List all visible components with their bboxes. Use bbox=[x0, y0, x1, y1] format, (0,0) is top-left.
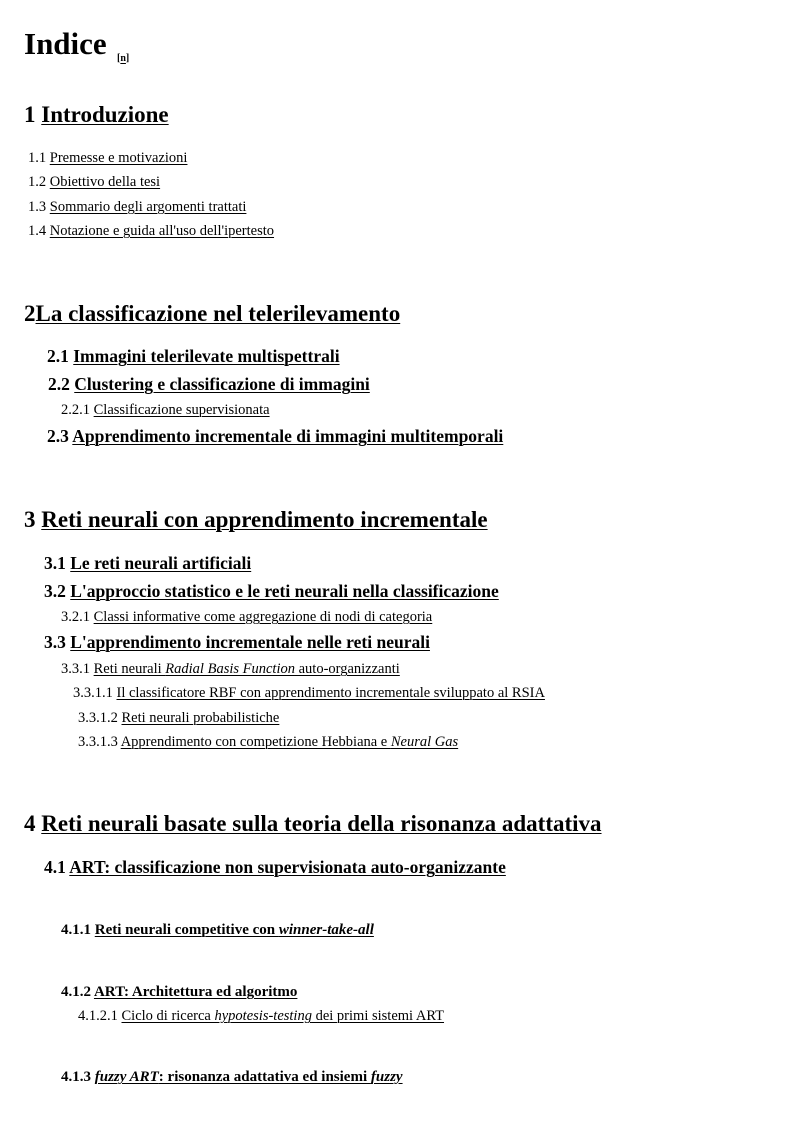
chapter-number: 2 bbox=[24, 301, 36, 326]
section-number: 3.3 bbox=[44, 632, 71, 652]
subsubsection-link[interactable]: Il classificatore RBF con apprendimento incrementale sviluppato al RSIA bbox=[116, 685, 545, 701]
section-3-2 bbox=[44, 583, 499, 601]
chapter-link[interactable]: Introduzione bbox=[41, 102, 169, 127]
subsection-number: 3.3.1 bbox=[61, 661, 94, 677]
chapter-4-heading bbox=[24, 812, 602, 835]
section-link[interactable]: Immagini telerilevate multispettrali bbox=[73, 346, 340, 366]
link-emphasis: winner-take-all bbox=[278, 922, 374, 938]
subsection-4-1-1 bbox=[61, 923, 374, 938]
section-number: 2.3 bbox=[47, 426, 73, 446]
link-text-end: dei primi sistemi ART bbox=[311, 1008, 445, 1024]
page-title: Indice bbox=[24, 26, 107, 61]
subsection-link[interactable] bbox=[94, 661, 400, 677]
link-text: Ciclo di ricerca bbox=[121, 1008, 215, 1024]
section-link[interactable]: Le reti neurali artificiali bbox=[70, 553, 252, 573]
chapter-2-heading bbox=[24, 302, 400, 325]
chapter-link[interactable]: Reti neurali basate sulla teoria della risonanza adattativa bbox=[41, 811, 602, 836]
link-emphasis: Neural Gas bbox=[390, 734, 459, 750]
item-number: 1.4 bbox=[28, 223, 50, 239]
toc-item-1-1 bbox=[28, 151, 187, 166]
chapter-number: 4 bbox=[24, 811, 42, 836]
toc-item-1-2 bbox=[28, 175, 160, 190]
subsection-3-3-1 bbox=[61, 662, 400, 677]
section-number: 3.1 bbox=[44, 553, 71, 573]
subsection-number: 3.2.1 bbox=[61, 609, 94, 625]
subsubsection-number: 3.3.1.3 bbox=[78, 734, 121, 750]
item-number: 1.2 bbox=[28, 174, 50, 190]
chapter-number: 1 bbox=[24, 102, 42, 127]
badge-open: [ bbox=[117, 53, 121, 64]
subsubsection-4-1-2-1 bbox=[78, 1009, 444, 1024]
subsection-link[interactable] bbox=[95, 1069, 403, 1085]
section-number: 4.1 bbox=[44, 857, 70, 877]
toc-item-1-3 bbox=[28, 200, 246, 215]
subsubsection-number: 4.1.2.1 bbox=[78, 1008, 122, 1024]
badge-close: ] bbox=[125, 53, 130, 64]
section-3-3 bbox=[44, 634, 430, 652]
section-2-2 bbox=[48, 376, 370, 394]
link-text-end: auto-organizzanti bbox=[294, 661, 400, 677]
subsection-link[interactable] bbox=[95, 922, 374, 938]
section-link[interactable]: L'approccio statistico e le reti neurali nella classificazione bbox=[70, 581, 499, 601]
subsubsection-3-3-1-3 bbox=[78, 735, 458, 750]
footnote-badge bbox=[117, 54, 129, 64]
subsubsection-link[interactable]: Reti neurali probabilistiche bbox=[121, 710, 280, 726]
link-emphasis: hypotesis-testing bbox=[214, 1008, 312, 1024]
chapter-link[interactable]: Reti neurali con apprendimento incrementale bbox=[41, 507, 488, 532]
chapter-link[interactable]: La classificazione nel telerilevamento bbox=[35, 301, 401, 326]
section-link[interactable]: ART: classificazione non supervisionata auto-organizzante bbox=[69, 857, 506, 877]
item-link[interactable]: Sommario degli argomenti trattati bbox=[49, 199, 247, 215]
subsubsection-3-3-1-1 bbox=[73, 686, 545, 701]
link-text: Apprendimento con competizione Hebbiana e bbox=[120, 734, 391, 750]
section-3-1 bbox=[44, 555, 251, 573]
subsubsection-link[interactable] bbox=[121, 734, 458, 750]
subsection-3-2-1 bbox=[61, 610, 432, 625]
subsection-number: 4.1.3 bbox=[61, 1069, 95, 1085]
subsection-number: 2.2.1 bbox=[61, 402, 94, 418]
section-number: 2.1 bbox=[47, 346, 74, 366]
subsection-link[interactable]: Classificazione supervisionata bbox=[93, 402, 270, 418]
subsection-2-2-1 bbox=[61, 403, 270, 418]
section-link[interactable]: Apprendimento incrementale di immagini multitemporali bbox=[72, 426, 504, 446]
section-link[interactable]: Clustering e classificazione di immagini bbox=[74, 374, 370, 394]
section-number: 3.2 bbox=[44, 581, 71, 601]
chapter-number: 3 bbox=[24, 507, 42, 532]
item-link[interactable]: Obiettivo della tesi bbox=[49, 174, 161, 190]
chapter-1-heading bbox=[24, 103, 169, 126]
link-text: Reti neurali competitive con bbox=[94, 922, 279, 938]
subsubsection-3-3-1-2 bbox=[78, 711, 279, 726]
item-link[interactable]: Notazione e guida all'uso dell'ipertesto bbox=[49, 223, 275, 239]
link-text: Reti neurali bbox=[93, 661, 166, 677]
link-emphasis: fuzzy ART bbox=[94, 1069, 159, 1085]
section-number: 2.2 bbox=[48, 374, 75, 394]
subsubsection-link[interactable] bbox=[122, 1008, 445, 1024]
subsection-4-1-3 bbox=[61, 1070, 403, 1085]
link-emphasis: Radial Basis Function bbox=[165, 661, 295, 677]
section-4-1 bbox=[44, 859, 506, 877]
item-number: 1.1 bbox=[28, 150, 50, 166]
section-link[interactable]: L'apprendimento incrementale nelle reti neurali bbox=[70, 632, 430, 652]
link-text: : risonanza adattativa ed insiemi bbox=[158, 1069, 371, 1085]
toc-item-1-4 bbox=[28, 224, 274, 239]
link-emphasis-end: fuzzy bbox=[370, 1069, 403, 1085]
item-number: 1.3 bbox=[28, 199, 50, 215]
item-link[interactable]: Premesse e motivazioni bbox=[49, 150, 188, 166]
subsection-4-1-2 bbox=[61, 985, 297, 1000]
subsection-number: 4.1.2 bbox=[61, 984, 94, 1000]
subsection-link[interactable]: Classi informative come aggregazione di nodi di categoria bbox=[93, 609, 433, 625]
subsection-number: 4.1.1 bbox=[61, 922, 95, 938]
subsection-link[interactable]: ART: Architettura ed algoritmo bbox=[93, 984, 298, 1000]
section-2-3 bbox=[47, 428, 503, 446]
subsubsection-number: 3.3.1.2 bbox=[78, 710, 122, 726]
subsubsection-number: 3.3.1.1 bbox=[73, 685, 117, 701]
badge-link[interactable]: n bbox=[120, 53, 126, 64]
section-2-1 bbox=[47, 348, 340, 366]
chapter-3-heading bbox=[24, 508, 488, 531]
